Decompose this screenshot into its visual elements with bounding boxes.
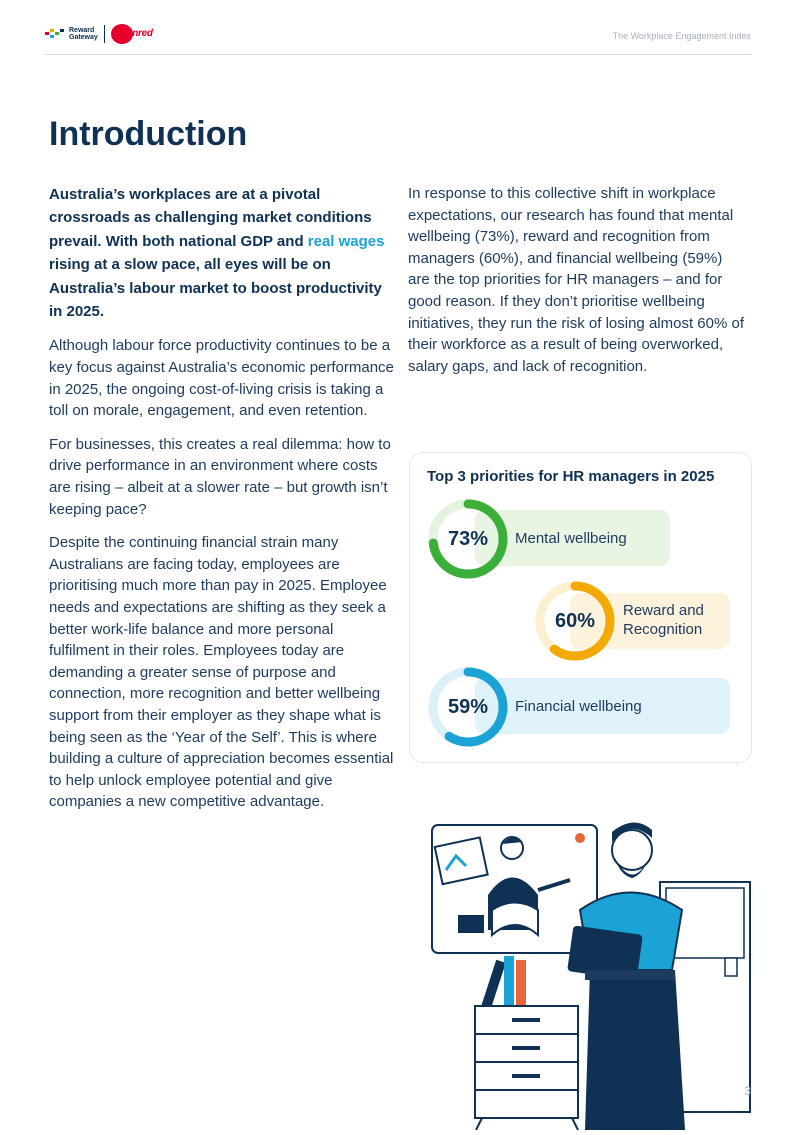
reward-gateway-wordmark: Reward Gateway [69, 27, 98, 41]
priority-label-2: Reward and Recognition [623, 602, 704, 638]
brand-logo [45, 24, 155, 44]
priority-ring-3 [427, 666, 509, 748]
priority-value-3: 59% [447, 696, 489, 718]
priority-label-1: Mental wellbeing [515, 530, 627, 547]
priority-ring-1 [427, 498, 509, 580]
left-column [49, 183, 394, 825]
body-paragraph-1: Although labour force productivity continues to be a key focus against Australia’s economic performance in 2025, the ongoing cost-of-living crisis is taking a toll on morale, engagement, and even retention. [49, 337, 394, 420]
page-header [0, 0, 800, 56]
page-title: Introduction [49, 115, 248, 153]
priority-value-2: 60% [554, 610, 596, 632]
workplace-illustration [420, 820, 760, 1130]
logo-divider [104, 25, 105, 43]
lead-paragraph: Australia’s workplaces are at a pivotal crossroads as challenging market conditions prevail. With both national GDP and real wages rising at a slow pace, all eyes will be on Australia’s labour market to boost productivity in 2025. [49, 186, 385, 321]
body-paragraph-2: For businesses, this creates a real dilemma: how to drive performance in an environment where costs are rising – albeit at a slower rate – but growth isn’t keeping pace? [49, 435, 391, 518]
priority-label-3: Financial wellbeing [515, 698, 642, 715]
priority-value-1: 73% [447, 528, 489, 550]
priorities-card [409, 452, 752, 763]
reward-gateway-mark-icon [45, 27, 65, 41]
header-divider [45, 54, 751, 55]
right-paragraph: In response to this collective shift in workplace expectations, our research has found that mental wellbeing (73%), reward and recognition from managers (60%), and financial wellbeing (59%) are the top priorities for HR managers – and for good reason. If they don’t prioritise wellbeing initiatives, they run the risk of losing almost 60% of their workforce as a result of being overworked, salary gaps, and lack of recognition. [408, 185, 744, 375]
document-title: The Workplace Engagement Index [612, 31, 751, 41]
priority-ring-2 [534, 580, 616, 662]
edenred-logo: Edenred [111, 24, 155, 44]
body-paragraph-3: Despite the continuing financial strain many Australians are facing today, employees are prioritising much more than pay in 2025. Employee needs and expectations are shifting as they seek a better work-life balance and more personal fulfilment in their roles. Employees today are demanding a greater sense of purpose and connection, more recognition and better wellbeing support from their employer as they shape what is being seen as the ‘Year of the Self’. This is where building a culture of appreciation becomes essential to help unlock employee potential and give companies a new competitive advantage. [49, 534, 394, 811]
right-column [408, 183, 748, 389]
real-wages-link[interactable]: real wages [307, 232, 385, 250]
page-number: 3 [744, 1084, 751, 1098]
priorities-card-title: Top 3 priorities for HR managers in 2025 [427, 468, 715, 485]
